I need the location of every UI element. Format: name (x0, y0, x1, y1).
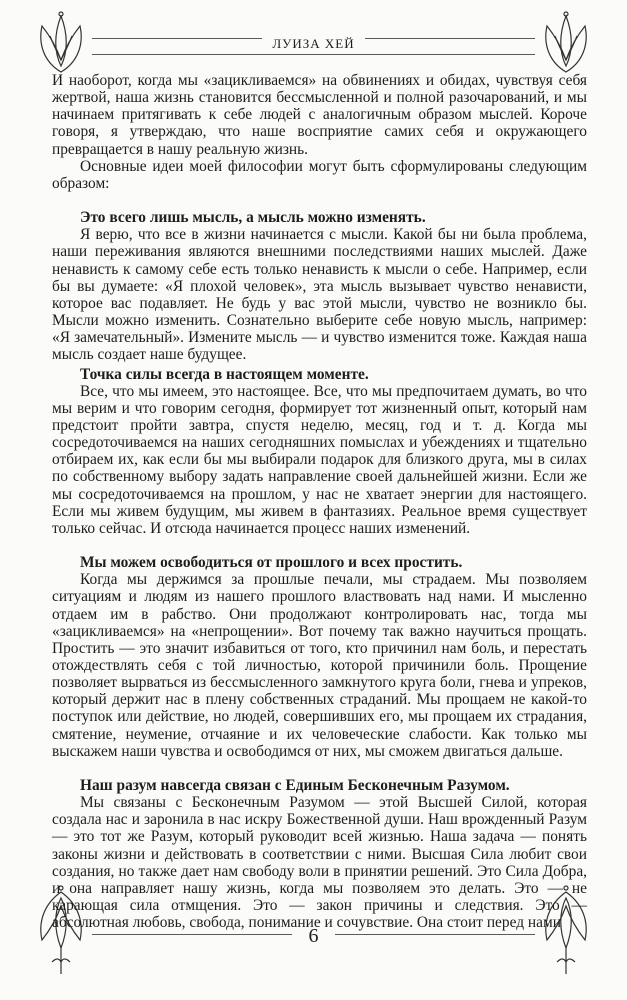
section-paragraph: Когда мы держимся за прошлые печали, мы страдаем. Мы позволяем ситуациям и людям из нашего прошлого властвовать над нами. И мысленно отдаем им в рабство. Они продолжают контролировать нас, тогда мы «зацикливаемся» на «непрощении». Вот почему так важно научиться прощать. Простить — это значит избавиться от того, кто причинил нам боль, и перестать отождествлять себя с той личностью, которой причинили боль. Прощение позволяет вырваться из бессмысленного замкнутого круга боли, гнева и упреков, который держит нас в плену собственных страданий. Мы прощаем не какой-то поступок или действие, но людей, совершивших его, мы прощаем их страдания, смятение, неумение, отчаяние и их человеческие слабости. Как только мы выскажем наши чувства и освободимся от них, мы сможем двигаться дальше. (52, 571, 587, 760)
section-paragraph: Я верю, что все в жизни начинается с мысли. Какой бы ни была проблема, наши переживания являются внешними последствиями наших мыслей. Даже ненависть к самому себе есть только ненависть к мысли о себе. Например, если бы вы думаете: «Я плохой человек», эта мысль вызывает чувство ненависти, которое вас подавляет. Не будь у вас этой мысли, чувство не возникло бы. Мысли можно изменить. Сознательно выберите себе новую мысль, например: «Я замечательный». Измените мысль — и чувство изменится тоже. Каждая наша мысль создает наше будущее. (52, 226, 587, 364)
page-number: 6 (308, 925, 319, 947)
section-heading: Наш разум навсегда связан с Единым Бесконечным Разумом. (80, 776, 510, 794)
intro-paragraph: И наоборот, когда мы «зацикливаемся» на обвинениях и обидах, чувствуя себя жертвой, наша жизнь становится бессмысленной и полной разочарований, и мы начинаем притягивать к себе людей с аналогичным образом мыслей. Короче говоря, я утверждаю, что наше восприятие самих себя и окружающего превращается в нашу реальную жизнь. (52, 72, 587, 158)
section-heading: Это всего лишь мысль, а мысль можно изменять. (80, 209, 426, 227)
body-text (52, 72, 587, 931)
section-heading: Точка силы всегда в настоящем моменте. (80, 365, 369, 383)
header-author: ЛУИЗА ХЕЙ (262, 36, 364, 51)
section-paragraph: Мы связаны с Бесконечным Разумом — этой Высшей Силой, которая создала нас и заронила в нас искру Божественной души. Наш врожденный Разум — это тот же Разум, который руководит всей жизнью. Наша задача — понять законы жизни и действовать в соответствии с ними. Высшая Сила любит свои создания, но также дает нам свободу воли в принятии решений. Это Сила Добра, и она направляет нашу жизнь, когда мы позволяем это делать. Это — не карающая сила отмщения. Это — закон причины и следствия. Это — абсолютная любовь, свобода, понимание и сочувствие. Она стоит перед нами (52, 794, 587, 932)
section-paragraph: Все, что мы имеем, это настоящее. Все, что мы предпочитаем думать, во что мы верим и что говорим сегодня, формирует тот жизненный опыт, который нам предстоит пройти завтра, спустя неделю, месяц, год и т. д. Когда мы сосредоточиваемся на наших сегодняшних помыслах и убеждениях и тщательно отбираем их, как если бы мы выбирали подарок для близкого друга, мы в силах по собственному выбору задать направление своей дальнейшей жизни. Если же мы сосредоточиваемся на прошлом, у нас не хватает энергии для настоящего. Если мы живем будущим, мы живем в фантазиях. Реальное время существует только сейчас. И отсюда начинается процесс наших изменений. (52, 382, 587, 537)
intro-paragraph: Основные идеи моей философии могут быть сформулированы следующим образом: (52, 157, 587, 192)
section-heading: Мы можем освободиться от прошлого и всех простить. (80, 554, 463, 572)
running-header (0, 36, 627, 52)
header-rule-bottom (92, 54, 535, 55)
